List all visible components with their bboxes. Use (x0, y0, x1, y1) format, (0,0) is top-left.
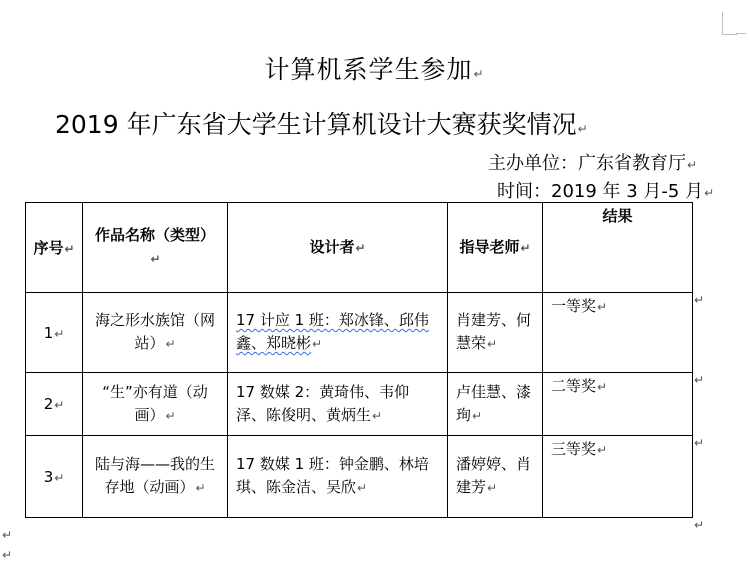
row-work: 海之形水族馆（网站）↵ (83, 293, 228, 373)
row-index: 3↵ (26, 436, 83, 518)
table-header-row (26, 203, 693, 293)
row-designers: 17 数媒 1 班：钟金鹏、林培琪、陈金洁、吴欣↵ (228, 436, 448, 518)
organizer-line: 主办单位：广东省教育厅↵ (488, 153, 698, 174)
table-row (26, 373, 693, 436)
row-index: 2↵ (26, 373, 83, 436)
row-designers: 17 计应 1 班：郑冰锋、邱伟鑫、郑晓彬↵ (228, 293, 448, 373)
awards-table (25, 202, 693, 518)
header-index: 序号↵ (26, 203, 83, 293)
header-work: 作品名称（类型）↵ (83, 203, 228, 293)
page-corner-mark (722, 12, 737, 35)
header-designers: 设计者↵ (228, 203, 448, 293)
row-advisor: 潘婷婷、肖建芳↵ (448, 436, 543, 518)
doc-title-line2: 2019 年广东省大学生计算机设计大赛获奖情况↵ (55, 110, 588, 139)
table-row (26, 293, 693, 373)
paragraph-mark: ↵ (2, 528, 13, 542)
header-advisor: 指导老师↵ (448, 203, 543, 293)
row-advisor: 卢佳慧、漆珣↵ (448, 373, 543, 436)
row-end-mark: ↵ (694, 518, 705, 532)
table-row (26, 436, 693, 518)
row-index: 1↵ (26, 293, 83, 373)
row-result: 三等奖↵ (543, 436, 693, 518)
row-designers: 17 数媒 2：黄琦伟、韦仰泽、陈俊明、黄炳生↵ (228, 373, 448, 436)
row-work: “生”亦有道（动画）↵ (83, 373, 228, 436)
doc-title-line1: 计算机系学生参加↵ (264, 55, 485, 84)
row-end-mark: ↵ (694, 436, 705, 450)
row-end-mark: ↵ (694, 373, 705, 387)
time-line: 时间：2019 年 3 月-5 月↵ (497, 181, 715, 202)
header-result: 结果 (543, 203, 693, 293)
row-end-mark: ↵ (694, 293, 705, 307)
row-result: 二等奖↵ (543, 373, 693, 436)
row-work: 陆与海——我的生存地（动画）↵ (83, 436, 228, 518)
row-result: 一等奖↵ (543, 293, 693, 373)
row-advisor: 肖建芳、何慧荣↵ (448, 293, 543, 373)
page-corner-mark-tick (736, 33, 746, 34)
paragraph-mark: ↵ (2, 548, 13, 562)
